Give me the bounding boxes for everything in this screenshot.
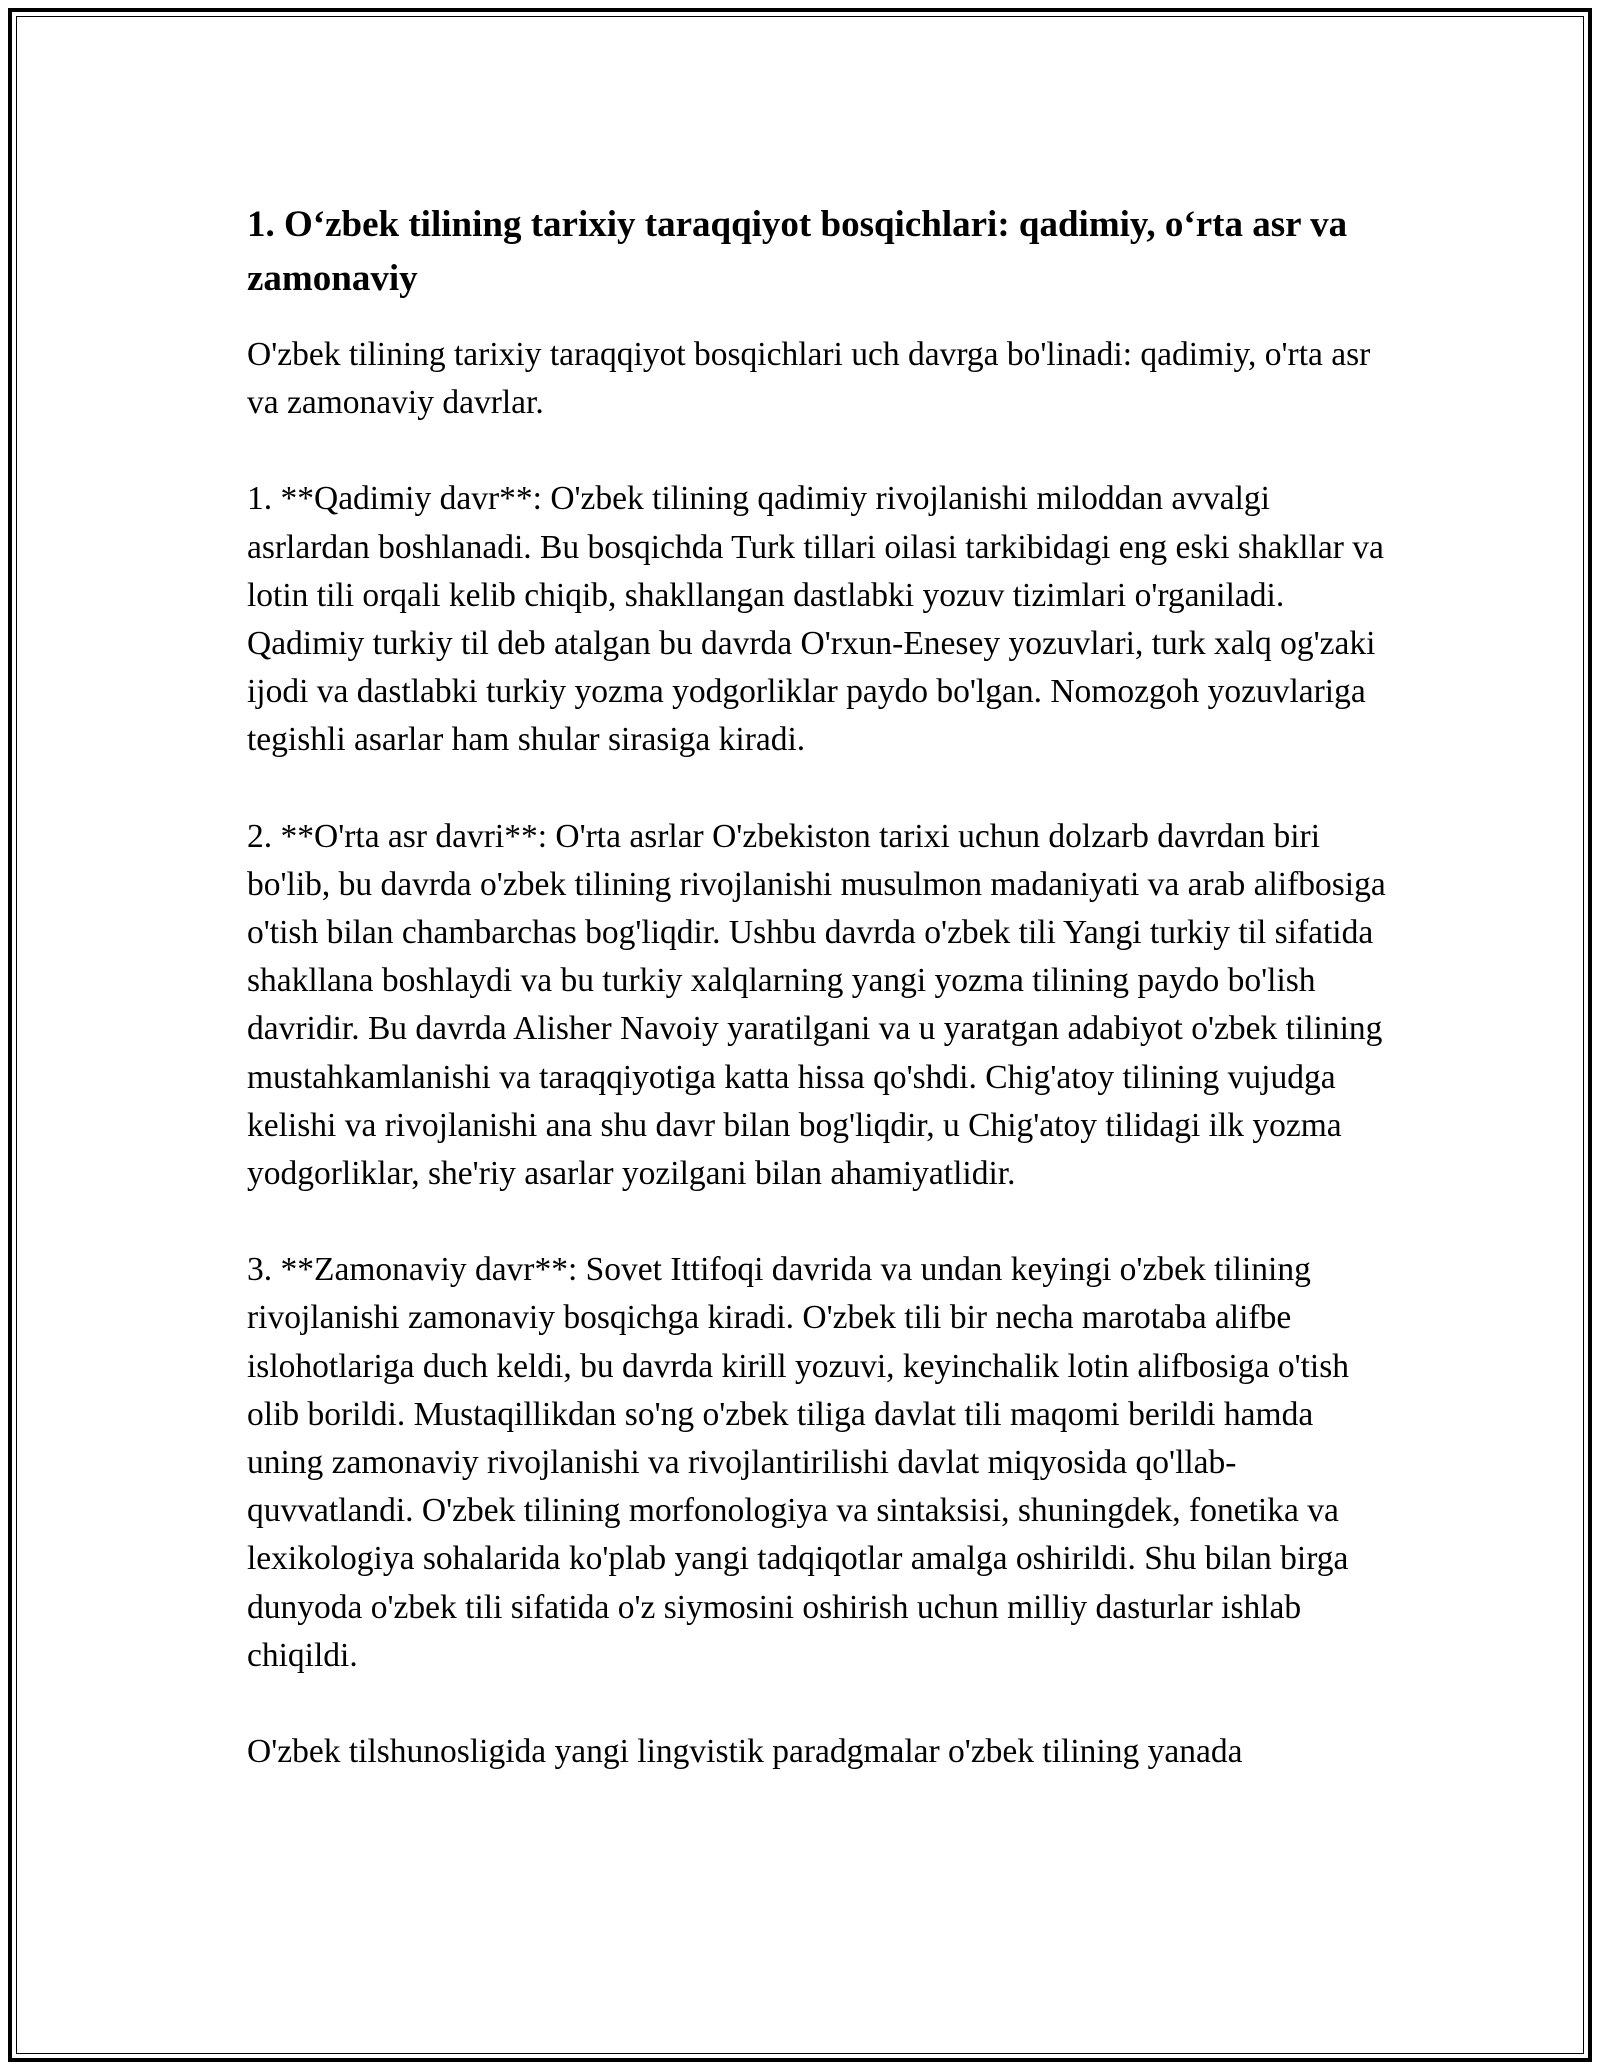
ancient-period-paragraph: 1. **Qadimiy davr**: O'zbek tilining qadimiy rivojlanishi miloddan avvalgi asrlardan boshlanadi. Bu bosqichda Turk tillari oilasi tarkibidagi eng eski shakllar va lotin tili orqali kelib chiqib, shakllangan dastlabki yozuv tizimlari o'rganiladi. Qadimiy turkiy til deb atalgan bu davrda O'rxun-Enesey yozuvlari, turk xalq og'zaki ijodi va dastlabki turkiy yozma yodgorliklar paydo bo'lgan. Nomozgoh yozuvlariga tegishli asarlar ham shular sirasiga kiradi. xyxy=(247,480,1384,759)
document-content xyxy=(247,198,1392,1824)
document-title: 1. O‘zbek tilining tarixiy taraqqiyot bosqichlari: qadimiy, o‘rta asr va zamonaviy xyxy=(247,204,1348,299)
page-frame xyxy=(8,8,1592,2062)
closing-paragraph: O'zbek tilshunosligida yangi lingvistik paradgmalar o'zbek tilining yanada xyxy=(247,1733,1243,1771)
medieval-period-paragraph: 2. **O'rta asr davri**: O'rta asrlar O'zbekiston tarixi uchun dolzarb davrdan biri bo'lib, bu davrda o'zbek tilining rivojlanishi musulmon madaniyati va arab alifbosiga o'tish bilan chambarchas bog'liqdir. Ushbu davrda o'zbek tili Yangi turkiy til sifatida shakllana boshlaydi va bu turkiy xalqlarning yangi yozma tilining paydo bo'lish davridir. Bu davrda Alisher Navoiy yaratilgani va u yaratgan adabiyot o'zbek tilining mustahkamlanishi va taraqqiyotiga katta hissa qo'shdi. Chig'atoy tilining vujudga kelishi va rivojlanishi ana shu davr bilan bog'liqdir, u Chig'atoy tilidagi ilk yozma yodgorliklar, she'riy asarlar yozilgani bilan ahamiyatlidir. xyxy=(247,817,1386,1193)
modern-period-paragraph: 3. **Zamonaviy davr**: Sovet Ittifoqi davrida va undan keyingi o'zbek tilining rivojlanishi zamonaviy bosqichga kiradi. O'zbek tili bir necha marotaba alifbe islohotlariga duch keldi, bu davrda kirill yozuvi, keyinchalik lotin alifbosiga o'tish olib borildi. Mustaqillikdan so'ng o'zbek tiliga davlat tili maqomi berildi hamda uning zamonaviy rivojlanishi va rivojlantirilishi davlat miqyosida qo'llab-quvvatlandi. O'zbek tilining morfonologiya va sintaksisi, shuningdek, fonetika va lexikologiya sohalarida ko'plab yangi tadqiqotlar amalga oshirildi. Shu bilan birga dunyoda o'zbek tili sifatida o'z siymosini oshirish uchun milliy dasturlar ishlab chiqildi. xyxy=(247,1251,1350,1674)
intro-paragraph: O'zbek tilining tarixiy taraqqiyot bosqichlari uch davrga bo'linadi: qadimiy, o'rta asr va zamonaviy davrlar. xyxy=(247,336,1371,422)
